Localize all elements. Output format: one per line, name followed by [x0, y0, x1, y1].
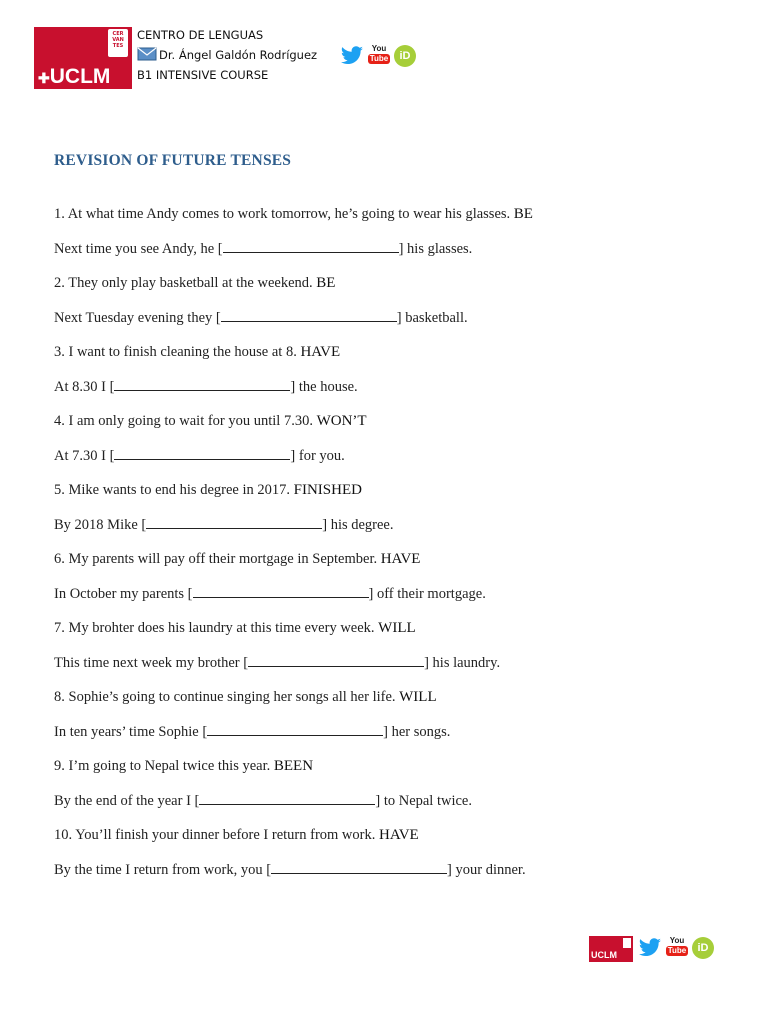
answer-before: By the end of the year I [ [54, 793, 200, 809]
footer-wordmark: UCLM [591, 950, 617, 960]
answer-after: ] basketball. [396, 310, 468, 326]
answer-after: ] to Nepal twice. [375, 793, 472, 809]
exercise-prompt [54, 689, 437, 706]
answer-blank[interactable] [271, 861, 447, 874]
keyword: HAVE [378, 827, 419, 843]
prompt-text: 9. I’m going to Nepal twice this year. [54, 758, 271, 774]
answer-before: Next Tuesday evening they [ [54, 310, 221, 326]
answer-after: ] his degree. [322, 517, 394, 533]
social-links-bottom [638, 936, 714, 960]
exercise-prompt [54, 275, 335, 292]
answer-blank[interactable] [193, 585, 369, 598]
prompt-text: 3. I want to finish cleaning the house at 8. [54, 344, 297, 360]
answer-blank[interactable] [207, 723, 383, 736]
page-title: REVISION OF FUTURE TENSES [54, 152, 292, 169]
exercise-answer-line [54, 723, 450, 741]
exercise-prompt [54, 482, 362, 499]
answer-blank[interactable] [221, 309, 397, 322]
answer-before: By 2018 Mike [ [54, 517, 147, 533]
keyword: HAVE [300, 344, 341, 360]
exercise-answer-line [54, 861, 526, 879]
exercise-answer-line [54, 309, 468, 327]
exercise-prompt [54, 758, 313, 775]
answer-blank[interactable] [114, 378, 290, 391]
exercise-answer-line [54, 585, 486, 603]
prompt-text: 2. They only play basketball at the weekend. [54, 275, 313, 291]
answer-before: Next time you see Andy, he [ [54, 241, 223, 257]
exercise-answer-line [54, 792, 472, 810]
answer-after: ] off their mortgage. [368, 586, 486, 602]
keyword: FINISHED [293, 482, 362, 498]
youtube-icon[interactable]: You Tube [667, 936, 687, 955]
answer-after: ] his laundry. [424, 655, 501, 671]
answer-after: ] her songs. [383, 724, 451, 740]
keyword: HAVE [380, 551, 421, 567]
exercise-answer-line [54, 240, 472, 258]
prompt-text: 10. You’ll finish your dinner before I return from work. [54, 827, 376, 843]
answer-blank[interactable] [248, 654, 424, 667]
uclm-wordmark: ✚UCLM [38, 65, 111, 88]
exercise-prompt [54, 551, 420, 568]
answer-after: ] your dinner. [447, 862, 526, 878]
exercise-prompt [54, 827, 419, 844]
header-centre-name: CENTRO DE LENGUAS [137, 28, 264, 42]
exercise-prompt [54, 344, 340, 361]
answer-after: ] for you. [290, 448, 345, 464]
orcid-icon[interactable]: iD [394, 45, 416, 67]
answer-before: In October my parents [ [54, 586, 193, 602]
header-course: B1 INTENSIVE COURSE [137, 68, 269, 82]
answer-blank[interactable] [146, 516, 322, 529]
keyword: WILL [399, 689, 437, 705]
exercise-answer-line [54, 447, 345, 465]
cervantes-seal: CER VAN TES [108, 29, 128, 57]
footer-seal [623, 938, 631, 948]
answer-after: ] the house. [290, 379, 358, 395]
orcid-icon[interactable]: iD [692, 937, 714, 959]
mail-icon[interactable] [137, 46, 157, 62]
answer-blank[interactable] [199, 792, 375, 805]
prompt-text: 1. At what time Andy comes to work tomorrow, he’s going to wear his glasses. [54, 206, 511, 222]
keyword: WILL [378, 620, 416, 636]
keyword: WON’T [316, 413, 367, 429]
answer-before: By the time I return from work, you [ [54, 862, 272, 878]
prompt-text: 5. Mike wants to end his degree in 2017. [54, 482, 290, 498]
exercise-answer-line [54, 516, 394, 534]
uclm-logo [34, 27, 132, 89]
keyword: BE [316, 275, 336, 291]
footer-uclm-logo [589, 936, 633, 962]
answer-before: This time next week my brother [ [54, 655, 249, 671]
header-author[interactable]: Dr. Ángel Galdón Rodríguez [159, 48, 318, 62]
answer-before: At 8.30 I [ [54, 379, 115, 395]
twitter-icon[interactable] [340, 46, 364, 66]
exercise-answer-line [54, 378, 358, 396]
exercise-answer-line [54, 654, 500, 672]
answer-before: At 7.30 I [ [54, 448, 115, 464]
prompt-text: 7. My brohter does his laundry at this time every week. [54, 620, 375, 636]
prompt-text: 8. Sophie’s going to continue singing her songs all her life. [54, 689, 396, 705]
social-links-top [340, 44, 416, 68]
answer-after: ] his glasses. [398, 241, 473, 257]
twitter-icon[interactable] [638, 938, 662, 958]
prompt-text: 6. My parents will pay off their mortgage in September. [54, 551, 378, 567]
exercise-prompt [54, 206, 533, 223]
exercise-prompt [54, 413, 367, 430]
answer-blank[interactable] [223, 240, 399, 253]
keyword: BEEN [273, 758, 314, 774]
keyword: BE [513, 206, 533, 222]
answer-before: In ten years’ time Sophie [ [54, 724, 208, 740]
exercise-prompt [54, 620, 416, 637]
answer-blank[interactable] [114, 447, 290, 460]
prompt-text: 4. I am only going to wait for you until 7.30. [54, 413, 313, 429]
youtube-icon[interactable]: You Tube [369, 44, 389, 63]
